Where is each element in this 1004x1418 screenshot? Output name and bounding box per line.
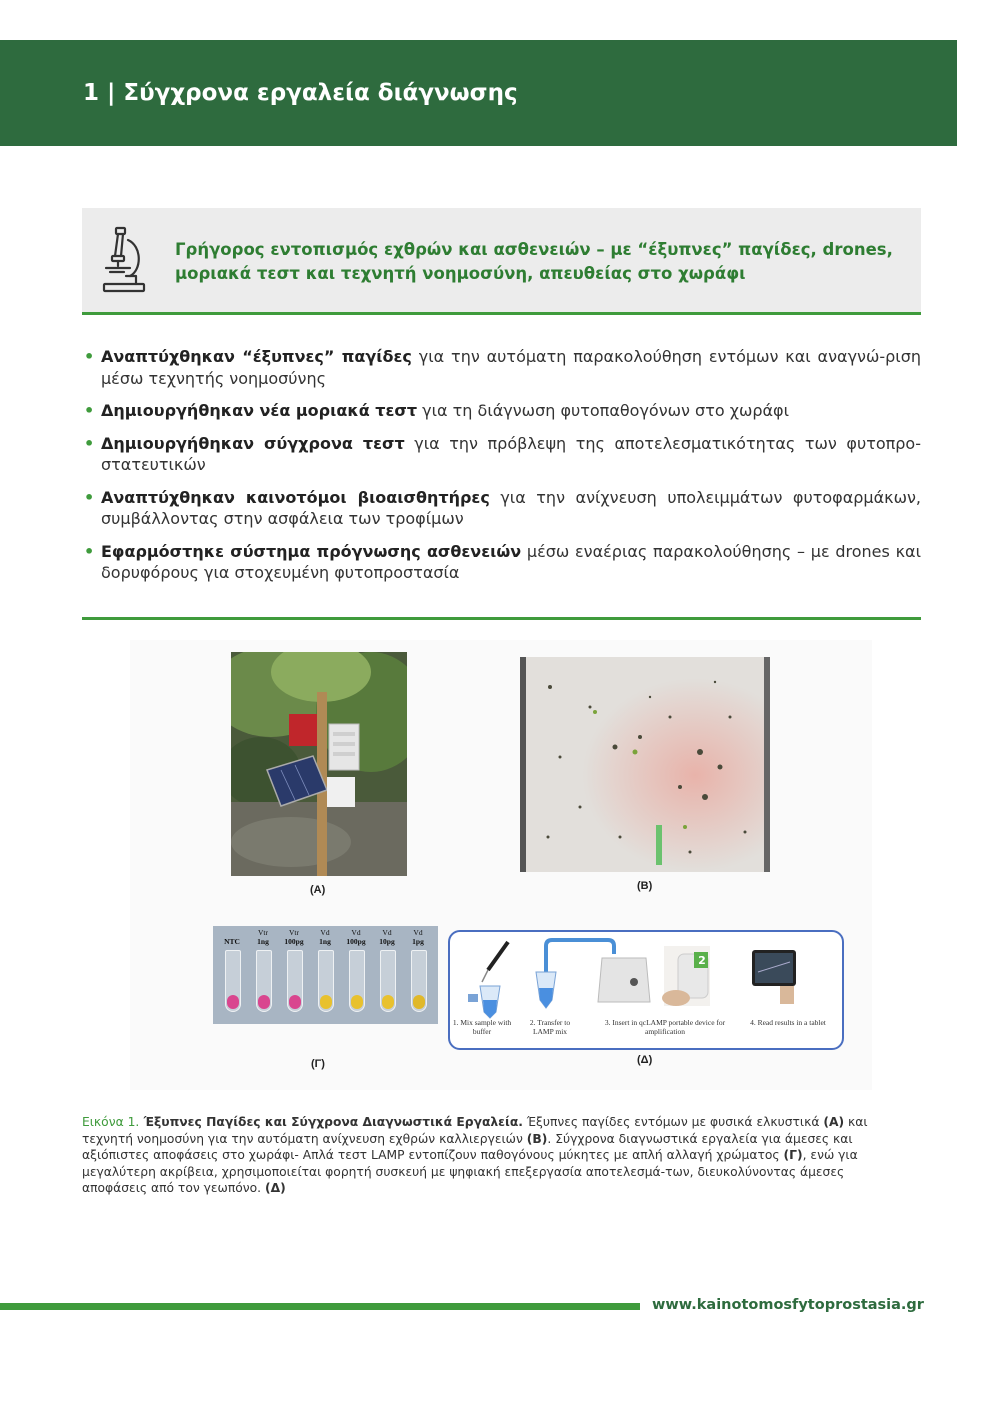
callout-text: Γρήγορος εντοπισμός εχθρών και ασθενειών – με “έξυπνες” παγίδες, drones, μοριακά τεστ και τεχνητή νοημοσύνη, απευθείας στο χωράφι [175, 240, 893, 283]
figure-caption: Εικόνα 1. Έξυπνες Παγίδες και Σύγχρονα Διαγνωστικά Εργαλεία. Έξυπνες παγίδες εντόμων με φυσικά ελκυστικά (A) και τεχνητή νοημοσύνη για την αυτόματη ανίχνευση εχθρών καλλιεργειών (B). Σύγχρονα διαγνωστικά εργαλεία για άμεσες και αξιόπιστες αποφάσεις στο χωράφι- Απλά τεστ LAMP εντοπίζουν παθογόνους μύκητες με απλή αλλαγή χρώματος (Γ), ενώ για μεγαλύτερη ακρίβεια, χρησιμοποιείται φορητή συσκευή με ψηφιακή επεξεργασία αποτελεσμά-των, διευκολύνοντας άμεσες αποφάσεις από τον γεωπόνο. (Δ) [82, 1115, 868, 1195]
tube-bottom-label: NTC [224, 937, 240, 946]
tube-bottom-label: 10pg [379, 937, 395, 946]
tube-bottom-label: 1ng [257, 937, 269, 946]
list-item: • Αναπτύχθηκαν καινοτόμοι βιοαισθητήρες για την ανίχνευση υπολειμμάτων φυτοφαρμάκων, συμβάλλοντας στην ασφάλεια των τροφίμων [82, 487, 921, 530]
tube-bottom-label: 100pg [346, 937, 366, 946]
lamp-workflow-diagram [448, 930, 844, 1050]
reaction-tube [349, 950, 365, 1012]
panel-label-b: (B) [637, 880, 653, 892]
reaction-tube [256, 950, 272, 1012]
tube-liquid [413, 995, 425, 1009]
step-2-label: 2. Transfer to LAMP mix [529, 1018, 571, 1036]
list-item: • Αναπτύχθηκαν “έξυπνες” παγίδες για την αυτόματη παρακολούθηση εντόμων και αναγνώ-ριση μέσω τεχνητής νοημοσύνης [82, 346, 921, 389]
list-item: • Δημιουργήθηκαν νέα μοριακά τεστ για τη διάγνωση φυτοπαθογόνων στο χωράφι [82, 400, 921, 422]
tube-bottom-label: 100pg [284, 937, 304, 946]
footer-bar [0, 1303, 640, 1310]
footer-url[interactable]: www.kainotomosfytoprostasia.gr [652, 1297, 924, 1313]
list-item: • Δημιουργήθηκαν σύγχρονα τεστ για την πρόβλεψη της αποτελεσματικότητας των φυτοπρο-στατευτικών [82, 433, 921, 476]
tube-top-label: Vd [351, 928, 361, 937]
page-title: 1 | Σύγχρονα εργαλεία διάγνωσης [83, 80, 518, 106]
tube-liquid [258, 995, 270, 1009]
lamp-tubes-photo [213, 926, 438, 1024]
tube-liquid [382, 995, 394, 1009]
reaction-tube [318, 950, 334, 1012]
sticky-trap-photo [520, 657, 770, 872]
key-points-list [82, 346, 921, 595]
panel-label-c: (Γ) [311, 1058, 325, 1070]
figure-1 [130, 640, 872, 1090]
tube-top-label: Vtr [289, 928, 299, 937]
list-item: • Εφαρμόστηκε σύστημα πρόγνωσης ασθενειών μέσω εναέριας παρακολούθησης – με drones και δορυφόρους για στοχευμένη φυτοπροστασία [82, 541, 921, 584]
tube-bottom-label: 1ng [319, 937, 331, 946]
tube-bottom-label: 1pg [412, 937, 424, 946]
tube-top-label: Vd [382, 928, 392, 937]
tube-top-label: Vd [413, 928, 423, 937]
tube-top-label: Vd [320, 928, 330, 937]
device-icon [598, 958, 650, 1002]
microscope-icon [102, 226, 146, 294]
step-3-label: 3. Insert in qcLAMP portable device for amplification [604, 1018, 726, 1036]
pipette-icon [482, 942, 508, 982]
step-4-label: 4. Read results in a tablet [750, 1018, 826, 1027]
section-divider [82, 617, 921, 620]
tube-liquid [351, 995, 363, 1009]
tube-top-label: Vtr [258, 928, 268, 937]
tube-liquid [320, 995, 332, 1009]
tube-liquid [289, 995, 301, 1009]
tube-row [213, 926, 438, 1024]
sample-tube-icon [468, 986, 500, 1018]
reaction-tube [225, 950, 241, 1012]
device-badge: 2 [698, 954, 706, 967]
reaction-tube [287, 950, 303, 1012]
panel-label-d: (Δ) [637, 1054, 653, 1066]
lamp-tube-icon [536, 972, 556, 1008]
reaction-tube [411, 950, 427, 1012]
panel-label-a: (A) [310, 884, 326, 896]
step-1-label: 1. Mix sample with buffer [452, 1018, 512, 1036]
reaction-tube [380, 950, 396, 1012]
tube-liquid [227, 995, 239, 1009]
tablet-icon [752, 950, 796, 1004]
summary-callout [82, 208, 921, 315]
smart-trap-photo [231, 652, 407, 876]
